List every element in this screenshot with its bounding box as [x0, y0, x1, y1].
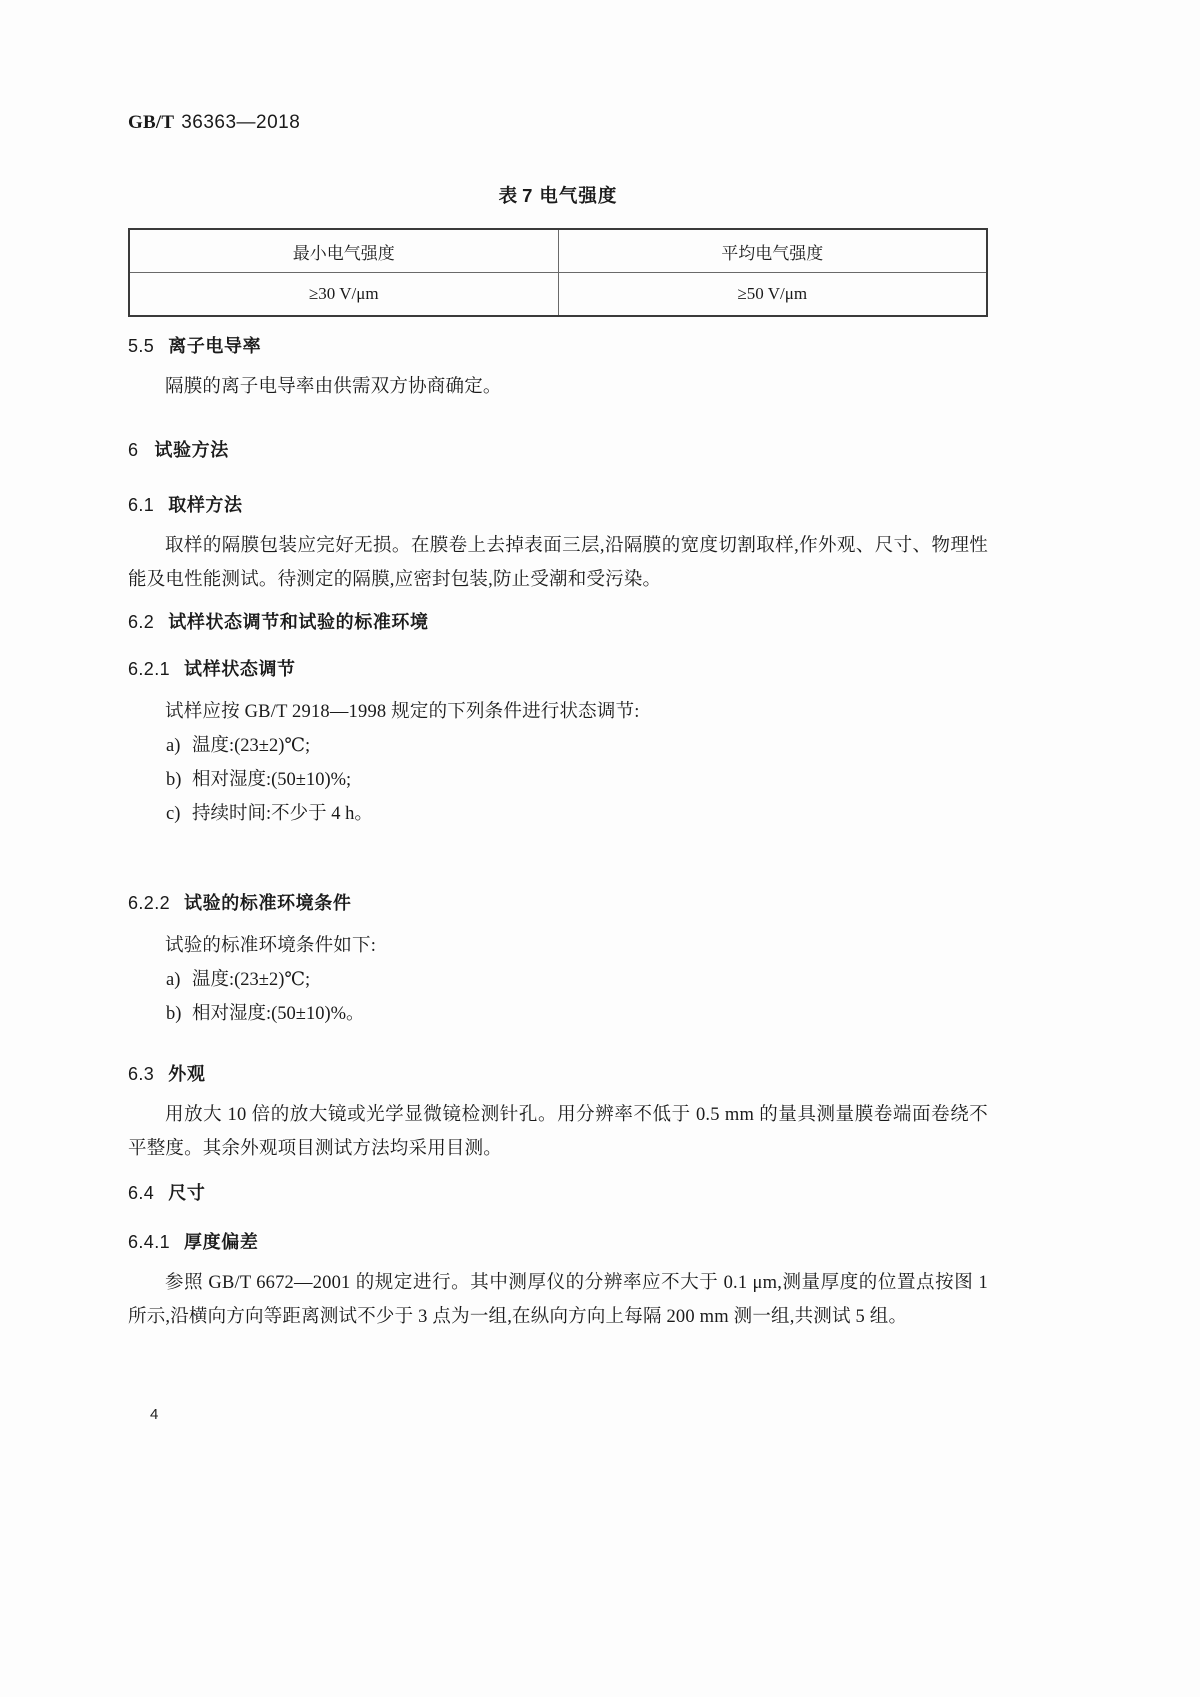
section-6-2-2-lead: 试验的标准环境条件如下: — [165, 936, 377, 956]
list-item — [128, 763, 988, 797]
list-item — [128, 963, 988, 997]
section-title: 试样状态调节和试验的标准环境 — [168, 612, 429, 632]
section-number: 6.4 — [128, 1183, 155, 1203]
section-6-2-1 — [128, 655, 988, 831]
table-column-header-min: 最小电气强度 — [129, 229, 558, 273]
list-marker: a) — [166, 736, 181, 756]
page-header — [128, 112, 300, 134]
section-number: 6.3 — [128, 1064, 155, 1084]
list-item — [128, 797, 988, 831]
section-6-3 — [128, 1060, 988, 1166]
list-marker: a) — [166, 970, 181, 990]
section-number: 5.5 — [128, 336, 155, 356]
section-title: 试样状态调节 — [184, 659, 296, 679]
list-item-text: 温度:(23±2)℃; — [192, 736, 311, 756]
list-item — [128, 729, 988, 763]
section-number: 6.1 — [128, 495, 155, 515]
table-caption — [128, 182, 988, 208]
section-heading-6-2-1 — [128, 655, 988, 681]
list-item-text: 温度:(23±2)℃; — [192, 970, 311, 990]
section-title: 试验方法 — [154, 440, 229, 460]
list-item — [128, 997, 988, 1031]
section-title: 尺寸 — [168, 1183, 206, 1203]
electric-strength-table — [128, 228, 988, 317]
table-header-row — [129, 229, 987, 273]
section-heading-6-4 — [128, 1179, 988, 1205]
page-number: 4 — [150, 1406, 159, 1423]
section-5-5 — [128, 332, 988, 404]
table-caption-title: 电气强度 — [539, 185, 618, 206]
section-6-1 — [128, 491, 988, 597]
section-6-1-paragraph: 取样的隔膜包装应完好无损。在膜卷上去掉表面三层,沿隔膜的宽度切割取样,作外观、尺寸、物理性能及电性能测试。待测定的隔膜,应密封包装,防止受潮和受污染。 — [128, 536, 988, 590]
list-item-text: 相对湿度:(50±10)%; — [192, 770, 352, 790]
section-6-3-paragraph: 用放大 10 倍的放大镜或光学显微镜检测针孔。用分辨率不低于 0.5 mm 的量具测量膜卷端面卷绕不平整度。其余外观项目测试方法均采用目测。 — [128, 1105, 988, 1159]
section-heading-6-3 — [128, 1060, 988, 1086]
section-number: 6.4.1 — [128, 1232, 171, 1252]
section-6-4-1-paragraph: 参照 GB/T 6672—2001 的规定进行。其中测厚仪的分辨率应不大于 0.1 μm,测量厚度的位置点按图 1 所示,沿横向方向等距离测试不少于 3 点为一组,在纵向方向上每隔 200 mm 测一组,共测试 5 组。 — [128, 1273, 988, 1327]
section-heading-6 — [128, 436, 988, 462]
section-heading-5-5 — [128, 332, 988, 358]
table-cell-avg-value: ≥50 V/μm — [558, 273, 987, 317]
section-heading-6-1 — [128, 491, 988, 517]
section-6-2-2 — [128, 889, 988, 1031]
section-5-5-paragraph: 隔膜的离子电导率由供需双方协商确定。 — [165, 377, 502, 397]
section-title: 离子电导率 — [168, 336, 262, 356]
section-heading-6-2-2 — [128, 889, 988, 915]
table-row — [129, 273, 987, 317]
section-6-4 — [128, 1179, 988, 1205]
section-number: 6.2.2 — [128, 893, 171, 913]
list-item-text: 相对湿度:(50±10)%。 — [192, 1004, 365, 1024]
section-title: 厚度偏差 — [184, 1232, 259, 1252]
list-item-text: 持续时间:不少于 4 h。 — [192, 804, 373, 824]
section-6-2-1-lead: 试样应按 GB/T 2918—1998 规定的下列条件进行状态调节: — [165, 702, 640, 722]
standard-number: 36363—2018 — [181, 112, 301, 133]
section-6-2 — [128, 608, 988, 634]
section-number: 6.2.1 — [128, 659, 171, 679]
section-title: 取样方法 — [168, 495, 243, 515]
list-marker: b) — [166, 1004, 182, 1024]
section-heading-6-2 — [128, 608, 988, 634]
list-marker: c) — [166, 804, 181, 824]
section-number: 6.2 — [128, 612, 155, 632]
section-title: 试验的标准环境条件 — [184, 893, 352, 913]
table-caption-label: 表 — [498, 185, 519, 206]
section-6-4-1 — [128, 1228, 988, 1334]
standard-prefix: GB/T — [128, 112, 175, 133]
list-marker: b) — [166, 770, 182, 790]
section-title: 外观 — [168, 1064, 206, 1084]
section-heading-6-4-1 — [128, 1228, 988, 1254]
table-caption-number: 7 — [522, 185, 534, 206]
section-6 — [128, 436, 988, 462]
table-column-header-avg: 平均电气强度 — [558, 229, 987, 273]
table-cell-min-value: ≥30 V/μm — [129, 273, 558, 317]
section-number: 6 — [128, 440, 139, 460]
